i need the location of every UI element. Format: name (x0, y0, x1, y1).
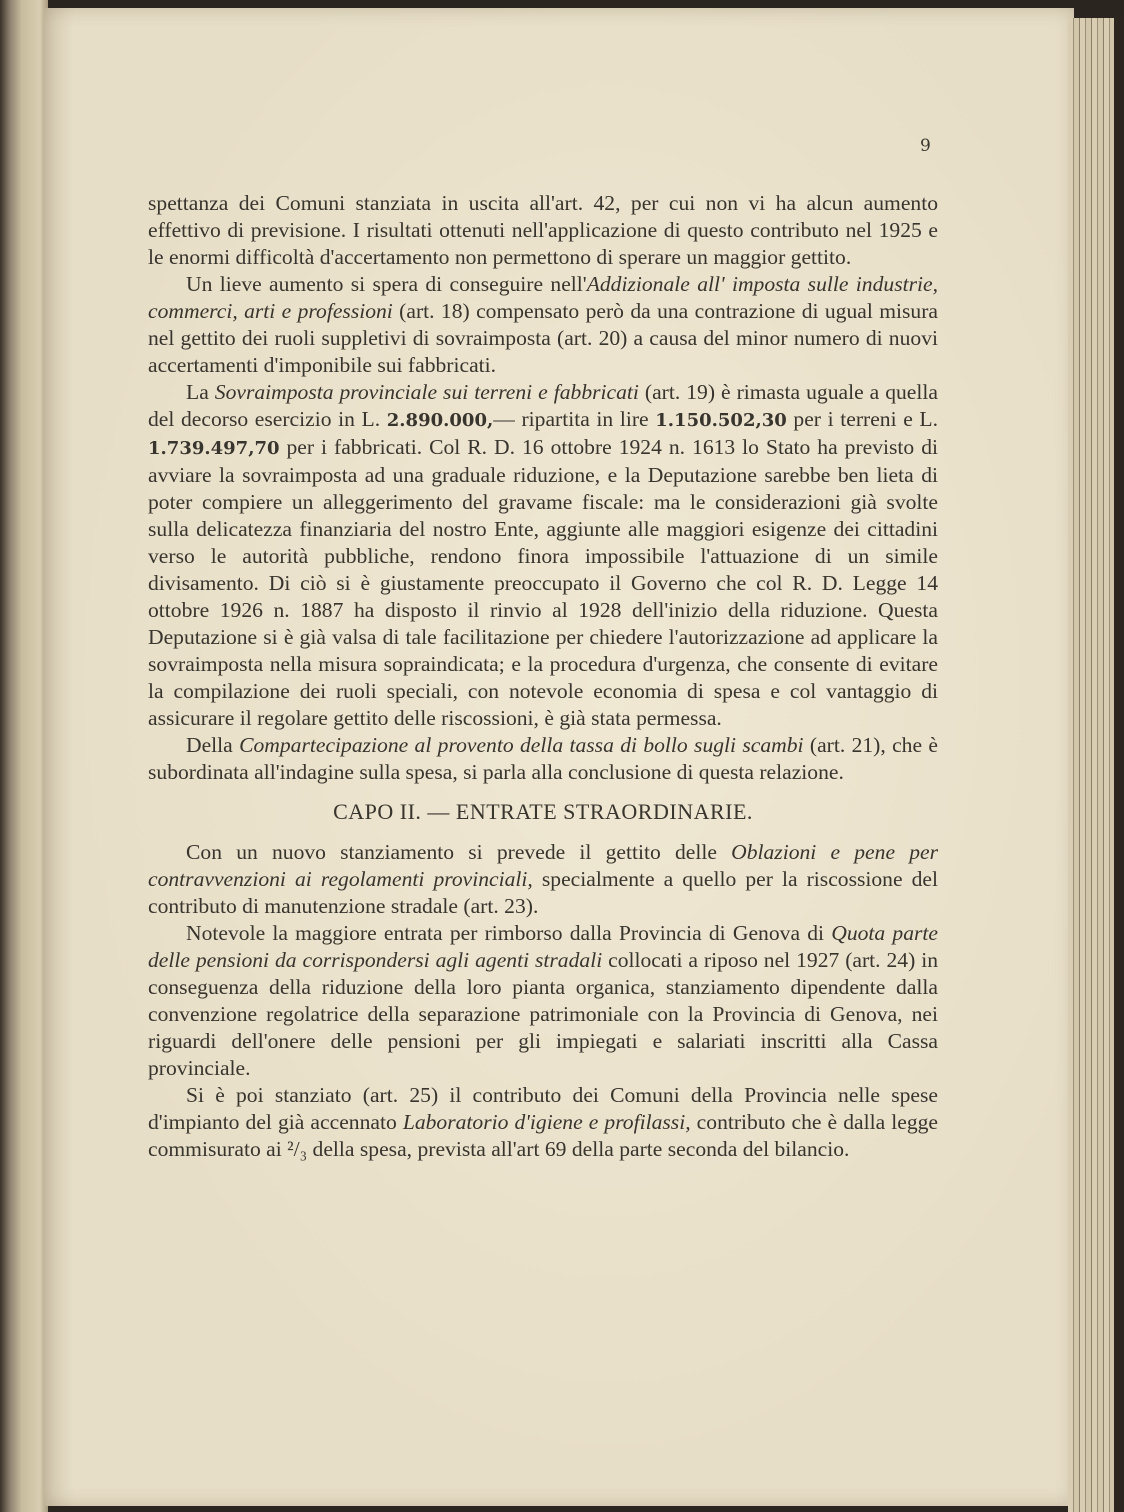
paragraph-3-text-e: per i terreni e L. (786, 407, 939, 431)
paragraph-1 (148, 190, 938, 271)
paragraph-6-text-a: Notevole la maggiore entrata per rimborso dalla Provincia di Genova di (186, 921, 832, 945)
amount-terreni: 1.150.502,30 (655, 410, 787, 431)
paragraph-4-text-c: (art. 21), che è subordinata all'indagine sulla spesa, si parla alla conclusione di questa relazione. (148, 733, 938, 784)
paragraph-4-italic: Compartecipazione al provento della tassa di bollo sugli scambi (239, 733, 804, 757)
paragraph-2-text-a: Un lieve aumento si spera di conseguire nell' (186, 272, 587, 296)
paragraph-7-text-c: contributo che è dalla legge commisurato ai ²/₃ della spesa, prevista all'art 69 della parte seconda del bilancio. (148, 1110, 939, 1161)
body-text (148, 190, 938, 1163)
page-stack-edges (1068, 18, 1124, 1512)
paragraph-6 (148, 920, 938, 1082)
paragraph-3-text-a: La (186, 380, 215, 404)
paragraph-7 (148, 1082, 938, 1163)
paragraph-5-text-a: Con un nuovo stanziamento si prevede il gettito delle (186, 840, 732, 864)
paragraph-3-italic: Sovraimposta provinciale sui terreni e fabbricati (214, 380, 639, 404)
paragraph-6-text-c: collocati a riposo nel 1927 (art. 24) in conseguenza della riduzione della loro pianta organica, stanziamento dipendente dalla convenzione regolatrice della separazione patrimoniale con la Provincia di Genova, nei riguardi dell'onere delle pensioni per gli impiegati e salariati inscritti alla Cassa provinciale. (148, 948, 938, 1080)
paragraph-3-text-f: per i fabbricati. Col R. D. 16 ottobre 1924 n. 1613 lo Stato ha previsto di avviare la sovraimposta ad una graduale riduzione, e la Deputazione sarebbe ben lieta di poter compiere un alleggerimento del gravame fiscale: ma le considerazioni già svolte sulla delicatezza finanziaria del nostro Ente, aggiunte alle maggiori esigenze dei cittadini verso le autorità pubbliche, rendono finora impossibile l'attuazione di un simile divisamento. Di ciò si è giustamente preoccupato il Governo che col R. D. Legge 14 ottobre 1926 n. 1887 ha disposto il rinvio al 1928 dell'inizio della riduzione. Questa Deputazione si è già valsa di tale facilitazione per chiedere l'autorizzazione ad applicare la sovraimposta nella misura sopraindicata; e la procedura d'urgenza, che consente di evitare la compilazione dei ruoli speciali, con notevole economia di spesa e col vantaggio di assicurare il regolare gettito delle riscossioni, è già stata permessa. (148, 435, 938, 730)
paragraph-4 (148, 732, 938, 786)
paragraph-2 (148, 271, 938, 379)
amount-fabbricati: 1.739.497,70 (148, 438, 280, 459)
paragraph-2-italic: Addizionale all' imposta sulle industrie, commerci, arti e professioni (148, 272, 938, 323)
paragraph-5-text-c: specialmente a quello per la riscossione del contributo di manutenzione stradale (art. 23). (148, 867, 938, 918)
paragraph-2-text-c: (art. 18) compensato però da una contrazione di ugual misura nel gettito dei ruoli suppletivi di sovraimposta (art. 20) a causa del minor numero di nuovi accertamenti d'imponibile sui fabbricati. (148, 299, 938, 377)
paragraph-7-text-a: Si è poi stanziato (art. 25) il contributo dei Comuni della Provincia nelle spese d'impianto del già accennato (148, 1083, 938, 1134)
paragraph-5-italic: Oblazioni e pene per contravvenzioni ai regolamenti provinciali, (148, 840, 938, 891)
paragraph-6-italic: Quota parte delle pensioni da corrispondersi agli agenti stradali (148, 921, 938, 972)
page-number: 9 (920, 136, 931, 156)
paragraph-3-text-d: — ripartita in lire (493, 407, 656, 431)
paragraph-1-text: spettanza dei Comuni stanziata in uscita all'art. 42, per cui non vi ha alcun aumento effettivo di previsione. I risultati ottenuti nell'applicazione di questo contributo nel 1925 e le enormi difficoltà d'accertamento non permettono di sperare un maggior gettito. (148, 191, 938, 269)
paragraph-3-text-c: (art. 19) è rimasta uguale a quella del decorso esercizio in L. (148, 380, 938, 431)
paragraph-5 (148, 839, 938, 920)
paragraph-7-italic: Laboratorio d'igiene e profilassi, (402, 1110, 691, 1134)
paragraph-3 (148, 379, 938, 732)
previous-page-edge (0, 0, 48, 1512)
chapter-heading: CAPO II. — ENTRATE STRAORDINARIE. (333, 799, 753, 824)
paragraph-4-text-a: Della (186, 733, 240, 757)
amount-total: 2.890.000, (386, 410, 494, 431)
